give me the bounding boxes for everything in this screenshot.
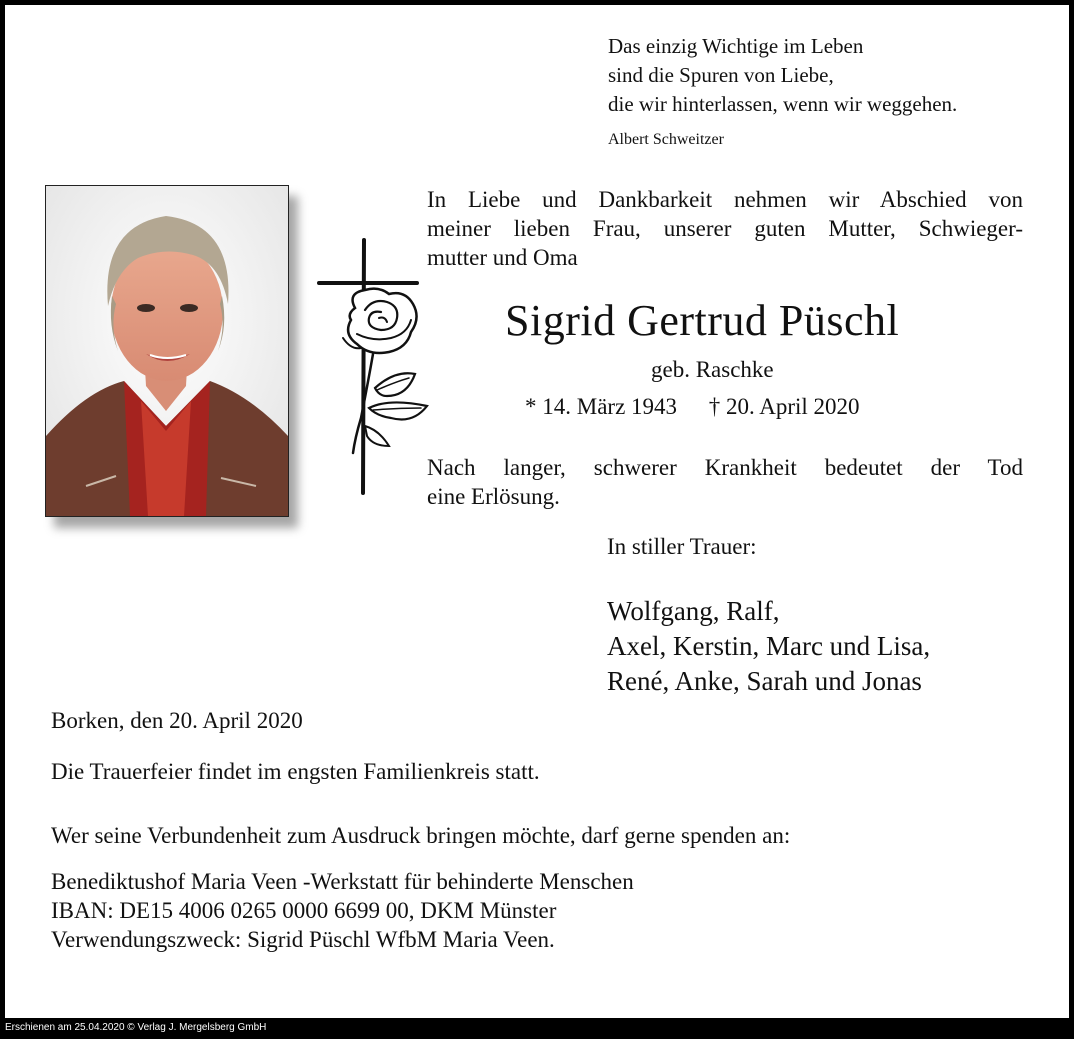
portrait-photo: [45, 185, 289, 517]
mourner-line: Axel, Kerstin, Marc und Lisa,: [607, 631, 931, 661]
illness-line: Nach langer, schwerer Krankheit bedeutet der Tod: [427, 455, 1023, 480]
deceased-name: Sigrid Gertrud Püschl: [505, 296, 900, 345]
intro-line: meiner lieben Frau, unserer guten Mutter, Schwieger-: [427, 216, 1023, 241]
donation-reference: Verwendungszweck: Sigrid Püschl WfbM Maria Veen.: [51, 927, 555, 952]
intro-line: In Liebe und Dankbarkeit nehmen wir Abschied von: [427, 187, 1023, 212]
quote-author: Albert Schweitzer: [608, 131, 724, 148]
intro-text: [427, 185, 1023, 272]
quote-line: Das einzig Wichtige im Leben: [608, 34, 864, 58]
mourner-line: René, Anke, Sarah und Jonas: [607, 666, 922, 696]
cross-with-rose-icon: [317, 238, 439, 500]
donation-details: [51, 867, 634, 954]
mourners-list: [607, 594, 930, 699]
obituary-notice: [5, 5, 1069, 1018]
illness-line: eine Erlösung.: [427, 484, 560, 509]
donation-intro: Wer seine Verbundenheit zum Ausdruck bringen möchte, darf gerne spenden an:: [51, 823, 791, 848]
quote-line: die wir hinterlassen, wenn wir weggehen.: [608, 92, 958, 116]
donation-recipient: Benediktushof Maria Veen -Werkstatt für behinderte Menschen: [51, 869, 634, 894]
donation-iban: IBAN: DE15 4006 0265 0000 6699 00, DKM Münster: [51, 898, 557, 923]
intro-line: mutter und Oma: [427, 245, 578, 270]
epigraph-quote: [608, 32, 957, 119]
publication-footer: Erschienen am 25.04.2020 © Verlag J. Mergelsberg GmbH: [5, 1022, 267, 1033]
mourner-line: Wolfgang, Ralf,: [607, 596, 780, 626]
life-dates: [525, 394, 860, 420]
birth-date: * 14. März 1943: [525, 394, 678, 419]
death-date: † 20. April 2020: [708, 394, 860, 419]
ceremony-note: Die Trauerfeier findet im engsten Familienkreis statt.: [51, 759, 540, 784]
quote-line: sind die Spuren von Liebe,: [608, 63, 834, 87]
place-and-date: Borken, den 20. April 2020: [51, 708, 303, 733]
mourners-label: In stiller Trauer:: [607, 534, 757, 559]
illness-note: [427, 453, 1023, 511]
maiden-name: geb. Raschke: [651, 357, 774, 382]
